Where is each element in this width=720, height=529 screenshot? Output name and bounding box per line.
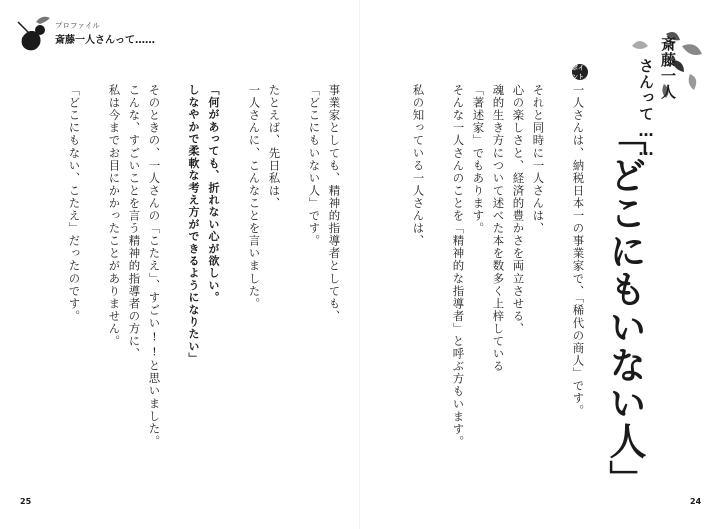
quote-line: 「何があっても、折れない心が欲しい。	[207, 84, 220, 304]
page-number-left: 25	[20, 497, 32, 506]
paragraph-line: こんな、すごいことを言う精神的指導者の方に、	[127, 84, 142, 361]
main-title: 「どこにもいない人」	[603, 118, 646, 498]
paragraph-line: 心の楽しさと、経済的豊かさを両立させる、	[511, 84, 526, 335]
point-badge: ポイント	[572, 64, 588, 80]
paragraph-line: 私は今までお目にかかったことがありません。	[107, 84, 122, 348]
paragraph-line: 私の知っている一人さんは、	[411, 84, 426, 248]
cupid-icon	[14, 10, 54, 54]
quote-line: しなやかで柔軟な考え方ができるようになりたい」	[187, 84, 200, 365]
paragraph-line: 「どこにもいない人」です。	[307, 84, 322, 248]
paragraph-line: 一人さんに、こんなことを言いました。	[247, 84, 262, 310]
paragraph-line: 一人さんは、納税日本一の事業家で、「稀代の商人」です。	[571, 84, 586, 418]
subtitle-suffix: さんって……	[637, 58, 655, 160]
header-section-label: プロファイル	[55, 21, 100, 30]
paragraph-line: たとえば、先日私は、	[267, 84, 282, 210]
gutter	[359, 0, 360, 529]
paragraph-line: そんな一人さんのことを「精神的な指導者」と呼ぶ方もいます。	[451, 84, 466, 448]
subtitle-name: 斎藤一人	[659, 36, 677, 100]
paragraph-line: 「著述家」でもあります。	[471, 84, 486, 235]
page-number-right: 24	[690, 497, 702, 506]
paragraph-line: 「どこにもない、こたえ」だったのです。	[67, 84, 82, 323]
paragraph-line: それと同時に一人さんは、	[531, 84, 546, 235]
paragraph-line: 事業家としても、精神的指導者としても、	[327, 84, 342, 323]
paragraph-line: そのときの、一人さんの「こたえ」、すごい!!と思いました。	[147, 84, 162, 448]
paragraph-line: 魂的生き方について述べた本を数多く上梓している	[491, 84, 506, 373]
header-title: 斎藤一人さんって……	[55, 35, 155, 46]
